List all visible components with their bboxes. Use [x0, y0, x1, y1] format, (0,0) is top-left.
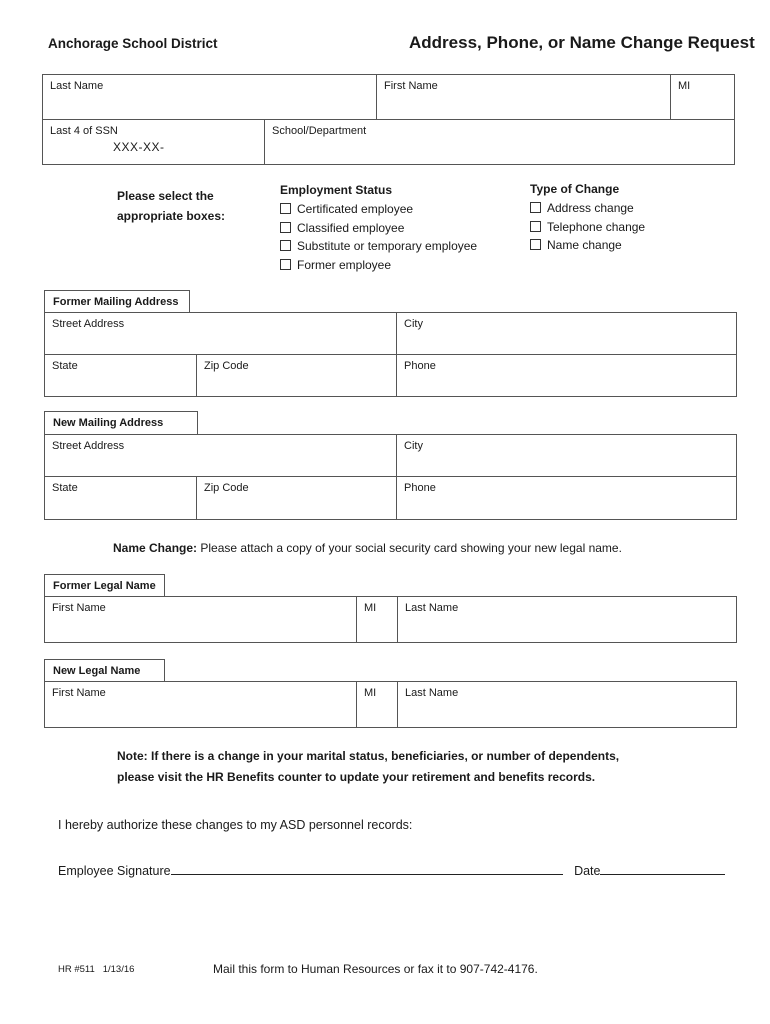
checkbox-icon[interactable]: [280, 203, 291, 214]
signature-row: [58, 862, 725, 878]
checkbox-name-change[interactable]: [530, 236, 645, 255]
selection-prompt: [117, 186, 257, 226]
new-street-field[interactable]: [45, 435, 397, 477]
school-department-label: School/Department: [272, 125, 367, 137]
city-label: City: [404, 440, 423, 452]
checkbox-label: Certificated employee: [297, 202, 414, 216]
checkbox-icon[interactable]: [530, 202, 541, 213]
checkbox-former[interactable]: [280, 256, 477, 275]
first-name-label: First Name: [52, 602, 106, 614]
school-department-field[interactable]: [265, 120, 734, 164]
mi-label: MI: [678, 80, 691, 92]
last-name-label: Last Name: [405, 687, 459, 699]
new-state-field[interactable]: [45, 477, 197, 519]
note-line2: please visit the HR Benefits counter to update your retirement and benefits records.: [117, 770, 596, 784]
checkbox-label: Substitute or temporary employee: [297, 239, 478, 253]
former-legal-name-tab: Former Legal Name: [44, 574, 165, 597]
name-change-bold: Name Change:: [113, 541, 198, 555]
date-label: Date: [574, 864, 601, 878]
first-name-field[interactable]: [377, 75, 671, 120]
last-name-label: Last Name: [50, 80, 104, 92]
selection-prompt-line1: Please select the: [117, 189, 214, 203]
type-of-change-heading: Type of Change: [530, 182, 620, 196]
checkbox-icon[interactable]: [280, 222, 291, 233]
last-name-label: Last Name: [405, 602, 459, 614]
former-phone-field[interactable]: [397, 355, 736, 396]
name-change-instruction: [113, 541, 622, 555]
authorization-statement: I hereby authorize these changes to my ASD personnel records:: [58, 818, 413, 832]
zip-code-label: Zip Code: [204, 360, 249, 372]
state-label: State: [52, 482, 78, 494]
city-label: City: [404, 318, 423, 330]
phone-label: Phone: [404, 482, 436, 494]
checkbox-address-change[interactable]: [530, 199, 645, 218]
new-mi-field[interactable]: [357, 682, 398, 727]
middle-initial-field[interactable]: [671, 75, 734, 120]
checkbox-certificated[interactable]: [280, 200, 477, 219]
checkbox-icon[interactable]: [280, 240, 291, 251]
mi-label: MI: [364, 687, 377, 699]
mail-instruction: Mail this form to Human Resources or fax it to 907-742-4176.: [213, 962, 538, 976]
checkbox-label: Name change: [547, 238, 622, 252]
checkbox-telephone-change[interactable]: [530, 218, 645, 237]
first-name-label: First Name: [52, 687, 106, 699]
checkbox-label: Classified employee: [297, 220, 405, 235]
new-address-box: [44, 434, 737, 520]
checkbox-label: Former employee: [297, 257, 392, 272]
phone-label: Phone: [404, 360, 436, 372]
checkbox-icon[interactable]: [530, 239, 541, 250]
identity-box: [42, 74, 735, 165]
new-mailing-address-tab: New Mailing Address: [44, 411, 198, 435]
checkbox-icon[interactable]: [530, 221, 541, 232]
new-zip-field[interactable]: [197, 477, 397, 519]
former-address-box: [44, 312, 737, 397]
checkbox-classified[interactable]: [280, 219, 477, 238]
zip-code-label: Zip Code: [204, 482, 249, 494]
former-mailing-address-tab: Former Mailing Address: [44, 290, 190, 313]
new-legal-name-box: [44, 681, 737, 728]
street-address-label: Street Address: [52, 440, 125, 452]
first-name-label: First Name: [384, 80, 438, 92]
new-city-field[interactable]: [397, 435, 736, 477]
selection-prompt-line2: appropriate boxes:: [117, 209, 226, 223]
organization-name: Anchorage School District: [48, 36, 218, 51]
former-mi-field[interactable]: [357, 597, 398, 642]
former-street-field[interactable]: [45, 313, 397, 355]
street-address-label: Street Address: [52, 318, 125, 330]
checkbox-substitute[interactable]: [280, 237, 477, 256]
former-last-name-field[interactable]: [398, 597, 736, 642]
former-first-name-field[interactable]: [45, 597, 357, 642]
ssn-field[interactable]: [43, 120, 265, 164]
type-of-change-group: [530, 182, 645, 255]
last-name-field[interactable]: [43, 75, 377, 120]
signature-label: Employee Signature: [58, 864, 171, 878]
ssn-label: Last 4 of SSN: [50, 125, 118, 137]
new-first-name-field[interactable]: [45, 682, 357, 727]
new-legal-name-tab: New Legal Name: [44, 659, 165, 682]
benefits-note: [117, 746, 677, 788]
date-line[interactable]: [600, 862, 725, 875]
former-legal-name-box: [44, 596, 737, 643]
checkbox-label: Address change: [547, 201, 634, 215]
ssn-mask: XXX-XX-: [113, 140, 165, 154]
new-last-name-field[interactable]: [398, 682, 736, 727]
form-id: HR #511 1/13/16: [58, 964, 135, 975]
checkbox-icon[interactable]: [280, 259, 291, 270]
state-label: State: [52, 360, 78, 372]
new-phone-field[interactable]: [397, 477, 736, 519]
former-zip-field[interactable]: [197, 355, 397, 396]
former-state-field[interactable]: [45, 355, 197, 396]
name-change-text: Please attach a copy of your social security card showing your new legal name.: [197, 541, 622, 555]
employment-status-group: [280, 183, 477, 274]
note-line1: Note: If there is a change in your marital status, beneficiaries, or number of dependents,: [117, 749, 620, 763]
checkbox-label: Telephone change: [547, 219, 646, 234]
mi-label: MI: [364, 602, 377, 614]
employment-status-heading: Employment Status: [280, 183, 393, 197]
form-title: Address, Phone, or Name Change Request: [409, 33, 755, 52]
signature-line[interactable]: [171, 862, 563, 875]
former-city-field[interactable]: [397, 313, 736, 355]
